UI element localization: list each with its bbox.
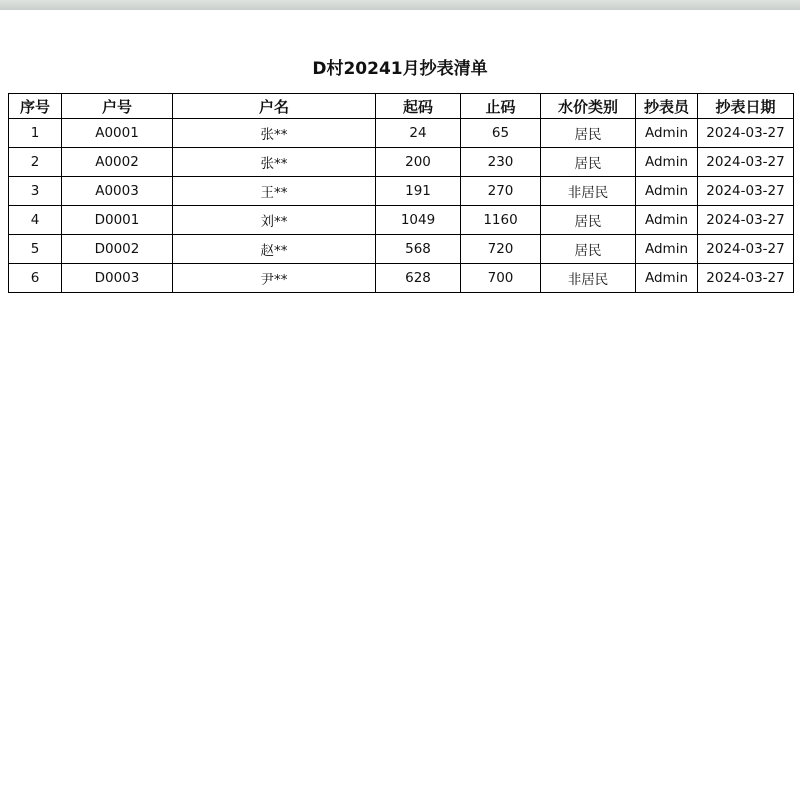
cell-start-reading: 200 [376, 148, 461, 177]
header-name: 户名 [173, 94, 376, 119]
cell-account: D0002 [62, 235, 173, 264]
cell-price-type: 居民 [541, 119, 636, 148]
cell-date: 2024-03-27 [698, 206, 794, 235]
cell-account: D0003 [62, 264, 173, 293]
table-row [9, 148, 794, 177]
document-title: D村20241月抄表清单 [312, 59, 488, 79]
cell-start-reading: 568 [376, 235, 461, 264]
cell-reader: Admin [636, 264, 698, 293]
table-header-row [9, 94, 794, 119]
cell-seq: 6 [9, 264, 62, 293]
meter-reading-table [8, 93, 794, 293]
cell-end-reading: 700 [461, 264, 541, 293]
table-row [9, 235, 794, 264]
cell-date: 2024-03-27 [698, 235, 794, 264]
cell-name: 刘** [173, 206, 376, 235]
table-row [9, 264, 794, 293]
cell-reader: Admin [636, 235, 698, 264]
header-seq: 序号 [9, 94, 62, 119]
table-row [9, 206, 794, 235]
cell-seq: 5 [9, 235, 62, 264]
cell-start-reading: 24 [376, 119, 461, 148]
cell-name: 王** [173, 177, 376, 206]
cell-seq: 3 [9, 177, 62, 206]
cell-start-reading: 1049 [376, 206, 461, 235]
header-start-reading: 起码 [376, 94, 461, 119]
header-reader: 抄表员 [636, 94, 698, 119]
cell-name: 张** [173, 148, 376, 177]
cell-end-reading: 65 [461, 119, 541, 148]
cell-name: 张** [173, 119, 376, 148]
header-price-type: 水价类别 [541, 94, 636, 119]
table-row [9, 119, 794, 148]
cell-reader: Admin [636, 177, 698, 206]
cell-date: 2024-03-27 [698, 119, 794, 148]
header-account: 户号 [62, 94, 173, 119]
cell-account: A0001 [62, 119, 173, 148]
cell-seq: 2 [9, 148, 62, 177]
cell-account: A0003 [62, 177, 173, 206]
cell-account: A0002 [62, 148, 173, 177]
header-date: 抄表日期 [698, 94, 794, 119]
cell-date: 2024-03-27 [698, 177, 794, 206]
cell-end-reading: 230 [461, 148, 541, 177]
header-end-reading: 止码 [461, 94, 541, 119]
cell-name: 赵** [173, 235, 376, 264]
cell-price-type: 居民 [541, 148, 636, 177]
cell-account: D0001 [62, 206, 173, 235]
cell-end-reading: 270 [461, 177, 541, 206]
cell-reader: Admin [636, 206, 698, 235]
cell-end-reading: 720 [461, 235, 541, 264]
cell-price-type: 非居民 [541, 264, 636, 293]
cell-date: 2024-03-27 [698, 264, 794, 293]
cell-seq: 4 [9, 206, 62, 235]
cell-reader: Admin [636, 119, 698, 148]
cell-date: 2024-03-27 [698, 148, 794, 177]
document-page [0, 10, 800, 800]
table-row [9, 177, 794, 206]
cell-price-type: 非居民 [541, 177, 636, 206]
cell-name: 尹** [173, 264, 376, 293]
cell-start-reading: 628 [376, 264, 461, 293]
cell-start-reading: 191 [376, 177, 461, 206]
cell-price-type: 居民 [541, 235, 636, 264]
cell-price-type: 居民 [541, 206, 636, 235]
cell-seq: 1 [9, 119, 62, 148]
cell-end-reading: 1160 [461, 206, 541, 235]
cell-reader: Admin [636, 148, 698, 177]
